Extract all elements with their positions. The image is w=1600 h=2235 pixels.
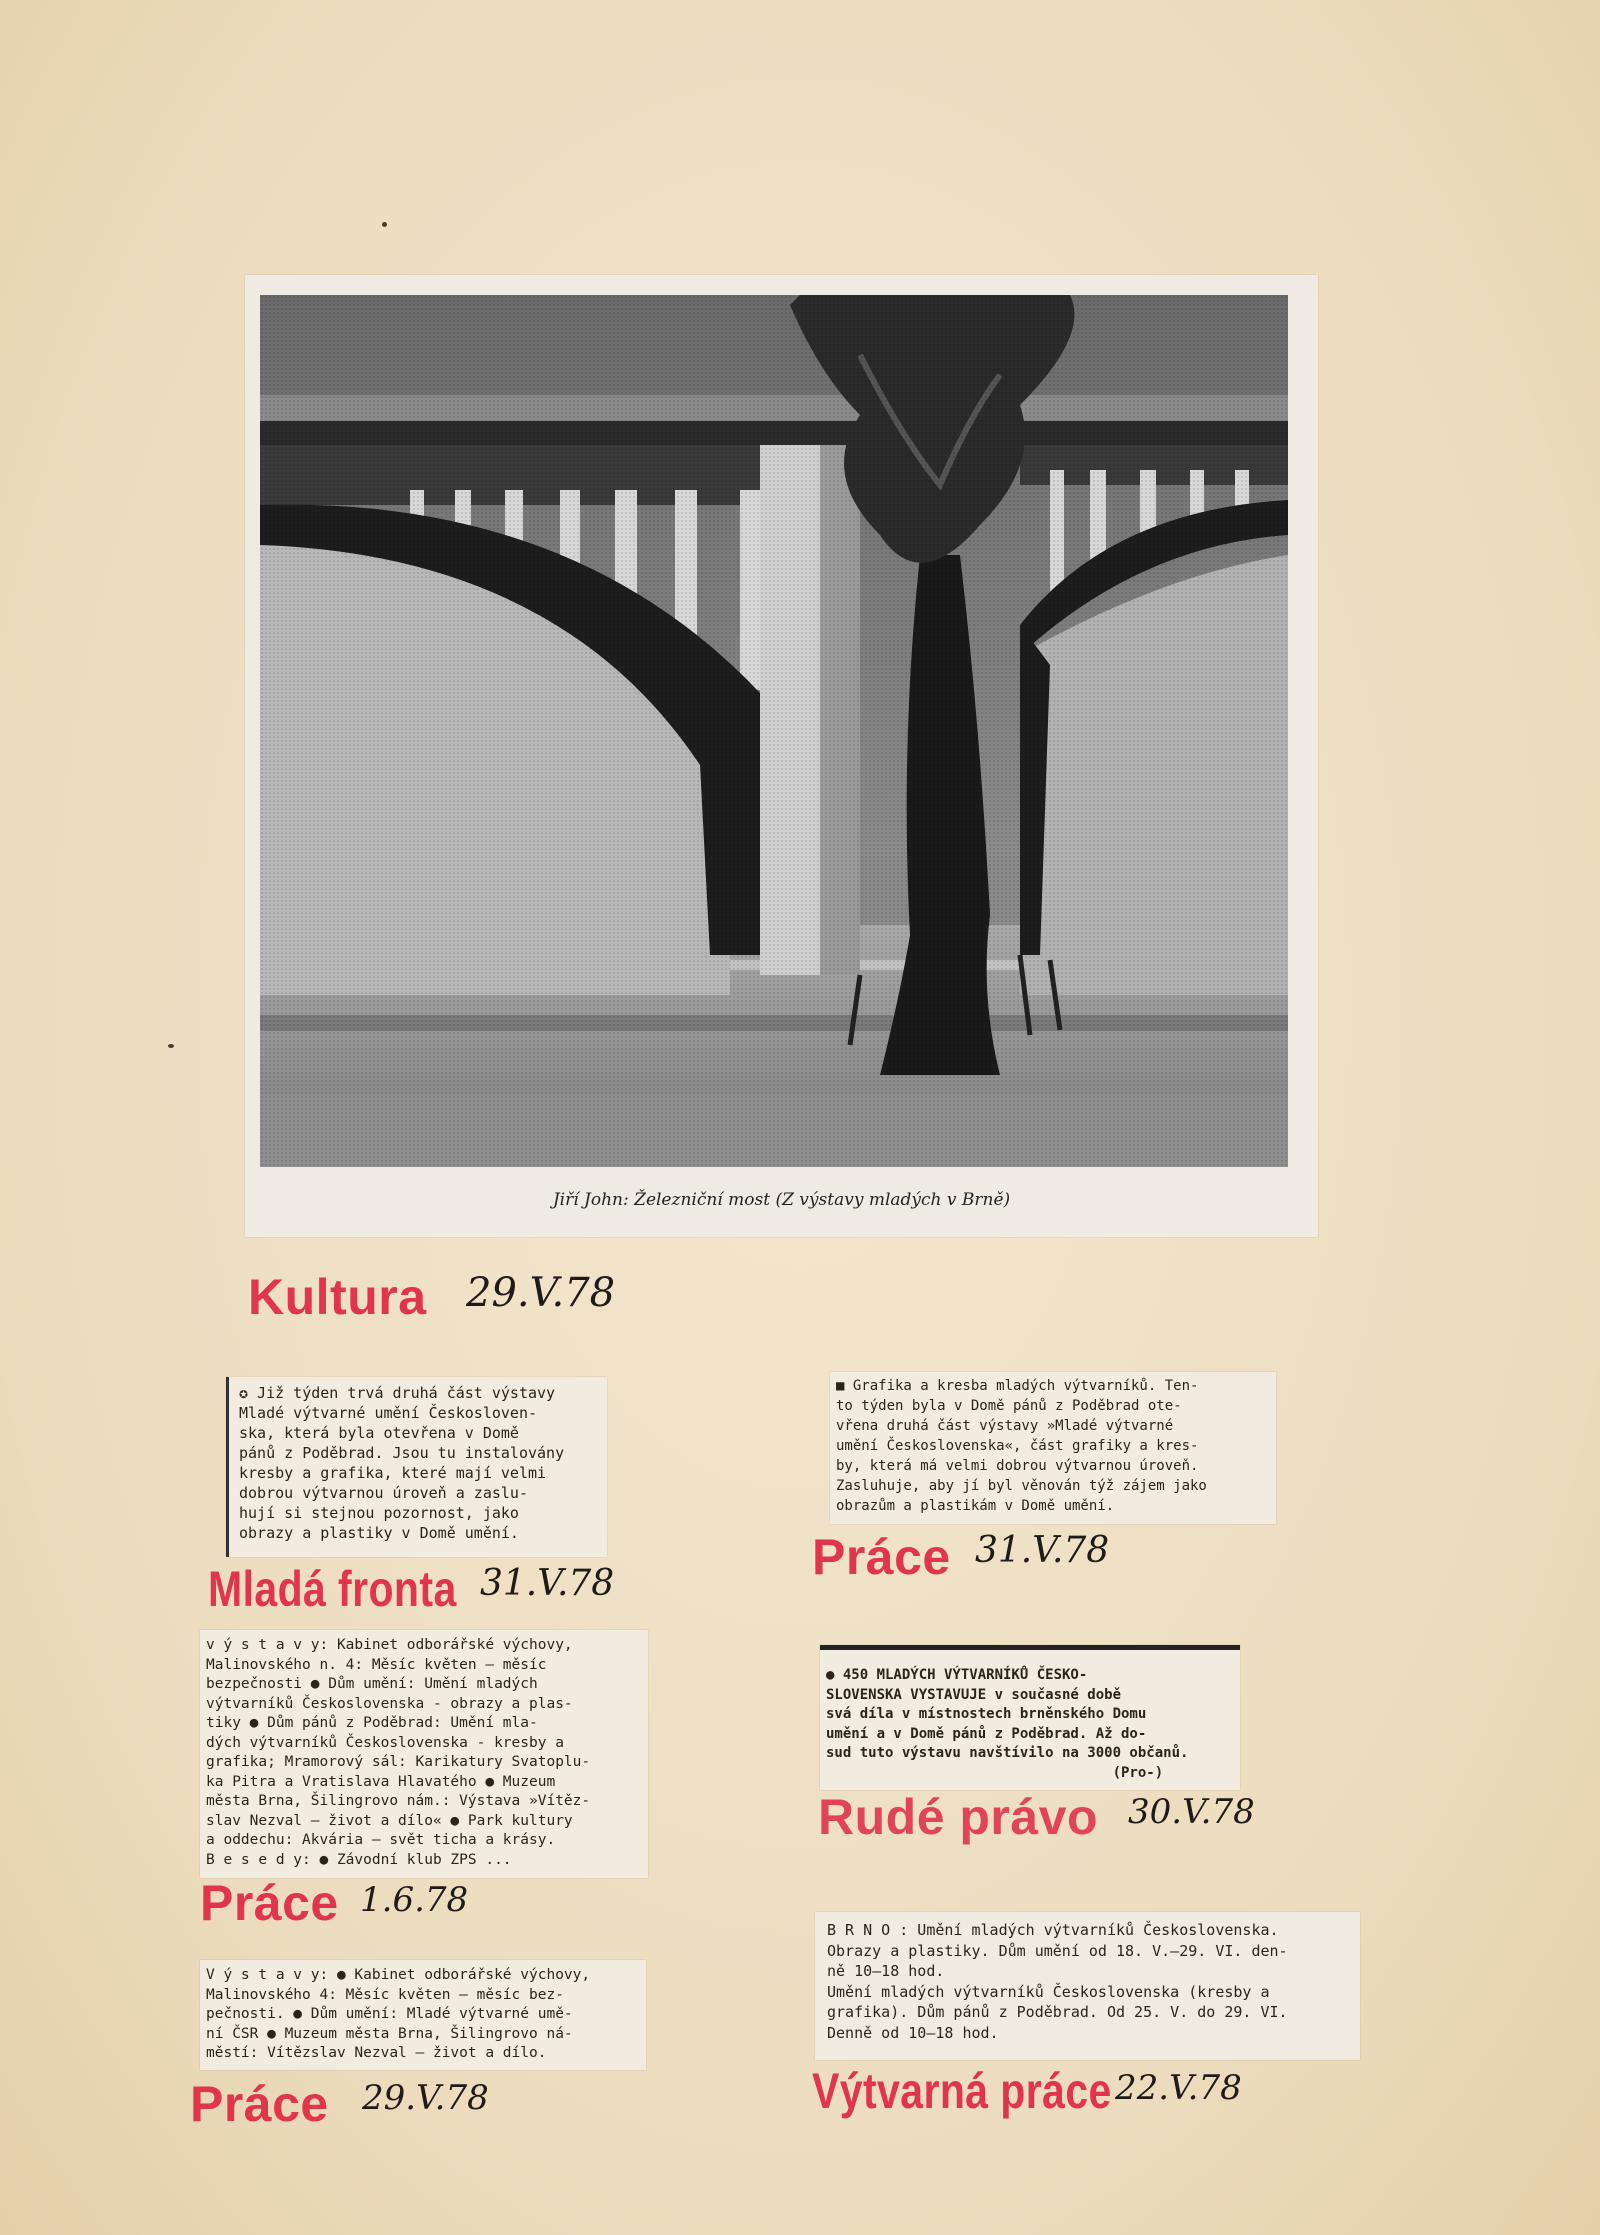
clipping-prace-right [830, 1372, 1276, 1524]
clipping-text: B R N O : Umění mladých výtvarníků Československa. Obrazy a plastiky. Dům umění od 18. V.—29. VI. den- ně 10—18 hod. Umění mladých výtvarníků Československa (kresby a grafika). Dům pánů z Poděbrad. Od 25. V. do 29. VI. Denně od 10—18 hod. [827, 1921, 1288, 2042]
source-stamp-rude-pravo: Rudé právo [818, 1789, 1099, 1845]
photo-caption: Jiří John: Železniční most (Z výstavy mladých v Brně) [552, 1190, 1011, 1210]
source-stamp-prace-left: Práce [200, 1875, 339, 1931]
clipping-mlada-fronta [226, 1377, 607, 1557]
clipping-text: v ý s t a v y: Kabinet odborářské výchovy, Malinovského n. 4: Měsíc květen — měsíc bezpečnosti ● Dům umění: Umění mladých výtvarníků Československa - obrazy a plas- tiky ● Dům pánů z Poděbrad: Umění mla- dých výtvarníků Československa - kresby a grafika; Mramorový sál: Karikatury Svatoplu- ka Pitra a Vratislava Hlavatého ● Muzeum města Brna, Šilingrovo nám.: Výstava »Vítěz- slav Nezval — život a dílo« ● Park kultury a oddechu: Akvária — svět ticha a krásy. B e s e d y: ● Závodní klub ZPS ... [206, 1637, 591, 1868]
clipping-text: V ý s t a v y: ● Kabinet odborářské výchovy, Malinovského 4: Měsíc květen — měsíc bez- pečnosti. ● Dům umění: Mladé výtvarné umě- ní ČSR ● Muzeum města Brna, Šilingrovo ná- městí: Vítězslav Nezval — život a dílo. [206, 1967, 591, 2061]
paper-speck [168, 1044, 174, 1048]
handwritten-date-kultura: 29.V.78 [466, 1270, 616, 1316]
handwritten-date-prace-bottom: 29.V.78 [362, 2078, 489, 2118]
clipping-text: ■ Grafika a kresba mladých výtvarníků. Ten- to týden byla v Domě pánů z Poděbrad ote- vřena druhá část výstavy »Mladé výtvarné umění Československa«, část grafiky a kres- by, která má velmi dobrou výtvarnou úroveň. Zasluhuje, aby jí byl věnován týž zájem jako obrazům a plastikám v Domě umění. [836, 1378, 1207, 1514]
clipping-rude-pravo [820, 1645, 1240, 1790]
handwritten-date-prace-left: 1.6.78 [360, 1880, 469, 1920]
source-stamp-vytvarna-prace: Výtvarná práce [812, 2063, 1112, 2119]
handwritten-date-prace-right: 31.V.78 [975, 1530, 1110, 1571]
handwritten-date-mlada-fronta: 31.V.78 [480, 1563, 615, 1604]
bridge-photo [260, 295, 1288, 1167]
photo-clipping [245, 275, 1318, 1237]
source-stamp-kultura: Kultura [248, 1269, 427, 1325]
source-stamp-prace-bottom: Práce [190, 2076, 329, 2132]
handwritten-date-vytvarna-prace: 22.V.78 [1115, 2068, 1242, 2108]
paper-speck [382, 222, 387, 227]
clipping-prace-bottom [200, 1960, 646, 2070]
clipping-vytvarna-prace [815, 1912, 1360, 2060]
source-stamp-prace-right: Práce [812, 1529, 951, 1585]
source-stamp-mlada-fronta: Mladá fronta [208, 1561, 457, 1617]
handwritten-date-rude-pravo: 30.V.78 [1128, 1792, 1255, 1832]
clipping-text: ✪ Již týden trvá druhá část výstavy Mladé výtvarné umění Českosloven- ska, která byla otevřena v Domě pánů z Poděbrad. Jsou tu instalovány kresby a grafika, které mají velmi dobrou výtvarnou úroveň a zaslu- hují si stejnou pozornost, jako obrazy a plastiky v Domě umění. [239, 1384, 565, 1542]
clipping-prace-left [200, 1630, 648, 1878]
clipping-text: ● 450 MLADÝCH VÝTVARNÍKŮ ČESKO- SLOVENSKA VYSTAVUJE v současné době svá díla v místnostech brněnského Domu umění a v Domě pánů z Poděbrad. Až do- sud tuto výstavu navštívilo na 3000 občanů. (Pro-) [826, 1667, 1189, 1781]
